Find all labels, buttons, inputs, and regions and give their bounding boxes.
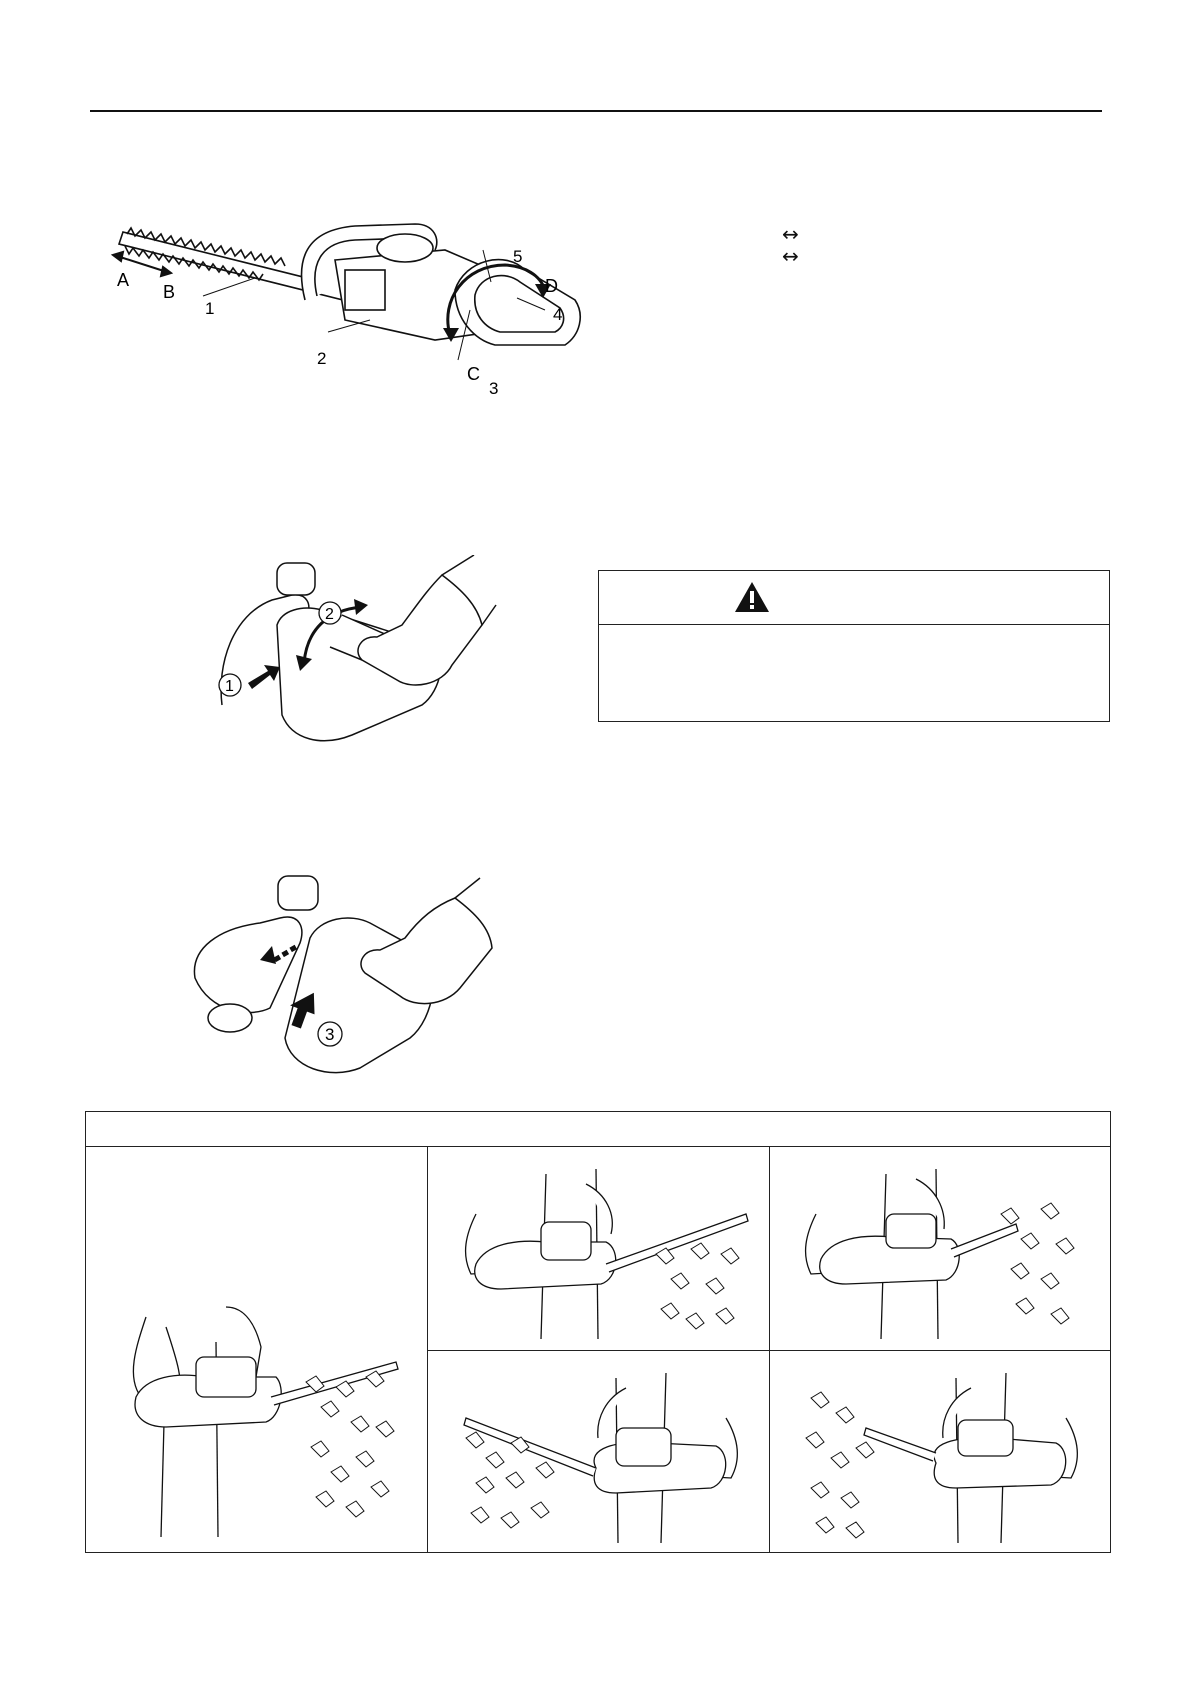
warning-triangle-icon [734, 581, 770, 613]
hedge-trimmer-overview-figure [105, 220, 585, 410]
fuel-cap-illustration [277, 563, 315, 595]
header-rule [90, 110, 1102, 112]
handle-release-figure [212, 555, 497, 760]
callout-3: 3 [489, 379, 499, 398]
operator-trimming-side-left-2 [786, 1358, 1096, 1548]
callout-2: 2 [317, 349, 327, 368]
engine-outline [194, 917, 301, 1013]
callout-b: B [163, 282, 176, 302]
callout-c: C [467, 364, 480, 384]
fuel-cap-illustration [278, 876, 318, 910]
step-1-label: 1 [225, 678, 234, 695]
grid-divider [769, 1146, 770, 1552]
arrow-symbol-1: ↔ [782, 222, 799, 246]
step-3-label: 3 [325, 1025, 335, 1044]
callout-d: D [545, 276, 558, 296]
warning-box [598, 570, 1110, 722]
operator-trimming-hedge-top [106, 1247, 406, 1547]
callout-1: 1 [205, 299, 215, 318]
operating-positions-grid [85, 1111, 1111, 1553]
callout-a: A [117, 270, 130, 290]
grid-divider [427, 1146, 428, 1552]
step-2-label: 2 [325, 606, 334, 623]
operator-trimming-side-right-2 [786, 1154, 1096, 1344]
callout-5: 5 [513, 247, 523, 266]
arrow-symbol-2: ↔ [782, 244, 799, 268]
callout-4: 4 [553, 305, 563, 324]
operator-trimming-side-left-1 [446, 1358, 756, 1548]
grid-header [86, 1112, 1110, 1147]
trigger-squeeze-figure [190, 868, 495, 1083]
grid-divider [427, 1350, 1110, 1351]
operator-trimming-side-right-1 [446, 1154, 756, 1344]
warning-header [599, 571, 1109, 625]
